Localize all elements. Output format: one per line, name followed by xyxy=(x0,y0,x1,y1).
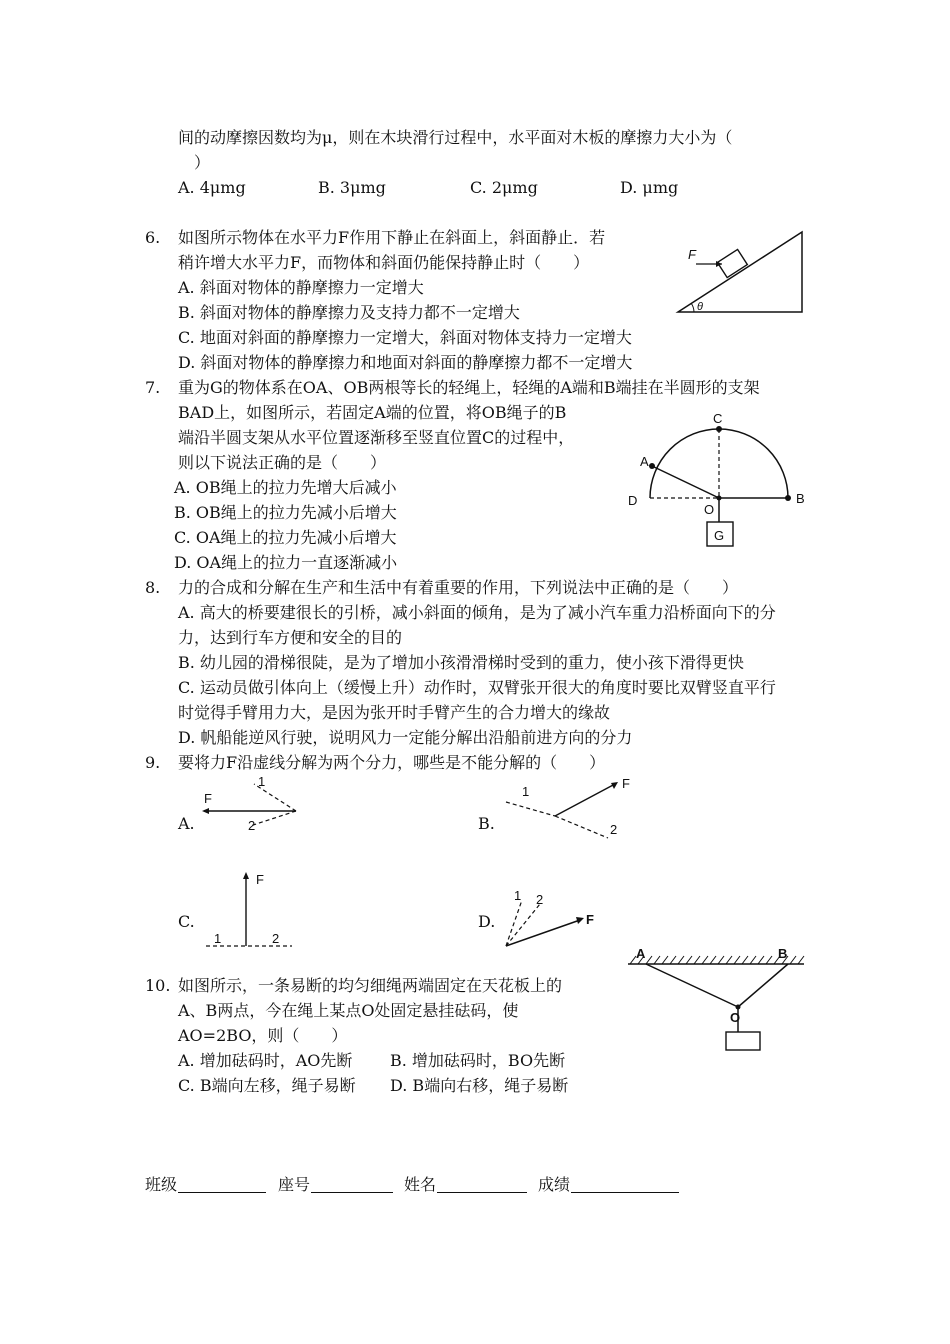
q9d-f-label: F xyxy=(586,912,594,927)
q9c-label-1: 1 xyxy=(214,931,222,946)
q9c-label-2: 2 xyxy=(272,931,280,946)
q10-option-d: D. B端向右移，绳子易断 xyxy=(390,1076,569,1095)
q10-label-b: B xyxy=(778,946,788,961)
q8-option-c-line1: C. 运动员做引体向上（缓慢上升）动作时，双臂张开很大的角度时要比双臂竖直平行 xyxy=(178,678,776,697)
q7-number: 7. xyxy=(145,378,161,397)
q6-incline-figure xyxy=(672,226,812,318)
q8-option-a-line1: A. 高大的桥要建很长的引桥，减小斜面的倾角，是为了减小汽车重力沿桥面向下的分 xyxy=(178,603,776,622)
q5-option-b: B. 3μmg xyxy=(318,178,386,197)
q7-option-c: C. OA绳上的拉力先减小后增大 xyxy=(174,528,397,547)
q5-option-a: A. 4μmg xyxy=(178,178,246,197)
q10-stem-line2: A、B两点，今在绳上某点O处固定悬挂砝码，使 xyxy=(178,1001,519,1020)
q10-stem-line3: AO=2BO，则（ ） xyxy=(178,1026,348,1045)
q7-option-a: A. OB绳上的拉力先增大后减小 xyxy=(174,478,397,497)
q6-angle-label: θ xyxy=(697,301,703,313)
q6-stem-line1: 如图所示物体在水平力F作用下静止在斜面上，斜面静止．若 xyxy=(178,228,606,247)
q8-stem-line1: 力的合成和分解在生产和生活中有着重要的作用，下列说法中正确的是（ ） xyxy=(178,578,739,597)
q7-stem-line3: 端沿半圆支架从水平位置逐渐移至竖直位置C的过程中， xyxy=(178,428,575,447)
q7-stem-line2: BAD上，如图所示，若固定A端的位置，将OB绳子的B xyxy=(178,403,567,422)
q9d-label-2: 2 xyxy=(536,892,544,907)
q6-option-c: C. 地面对斜面的静摩擦力一定增大，斜面对物体支持力一定增大 xyxy=(178,328,632,347)
q5-option-c: C. 2μmg xyxy=(470,178,538,197)
q7-label-o: O xyxy=(704,502,715,517)
q9-option-c-label: C. xyxy=(178,912,195,931)
footer-score-label: 成绩 xyxy=(538,1175,571,1194)
q8-option-d: D. 帆船能逆风行驶，说明风力一定能分解出沿船前进方向的分力 xyxy=(178,728,633,747)
q8-option-b: B. 幼儿园的滑梯很陡，是为了增加小孩滑滑梯时受到的重力，使小孩下滑得更快 xyxy=(178,653,744,672)
q7-stem-line1: 重为G的物体系在OA、OB两根等长的轻绳上，轻绳的A端和B端挂在半圆形的支架 xyxy=(178,378,760,397)
q5-option-d: D. μmg xyxy=(620,178,679,197)
q9b-label-1: 1 xyxy=(522,784,530,799)
q9-option-d-label: D. xyxy=(478,912,496,931)
q9-stem-line1: 要将力F沿虚线分解为两个分力，哪些是不能分解的（ ） xyxy=(178,753,606,772)
q6-option-a: A. 斜面对物体的静摩擦力一定增大 xyxy=(178,278,424,297)
q7-label-a: A xyxy=(640,454,649,469)
q9-option-b-label: B. xyxy=(478,814,495,833)
q10-option-c: C. B端向左移，绳子易断 xyxy=(178,1076,356,1095)
q8-number: 8. xyxy=(145,578,161,597)
q9-number: 9. xyxy=(145,753,161,772)
q9a-label-1: 1 xyxy=(258,774,266,789)
q10-number: 10. xyxy=(145,976,171,995)
q10-label-a: A xyxy=(636,946,646,961)
q6-option-b: B. 斜面对物体的静摩擦力及支持力都不一定增大 xyxy=(178,303,520,322)
footer-name-label: 姓名 xyxy=(404,1175,437,1194)
q7-label-d: D xyxy=(628,493,638,508)
q10-label-o: O xyxy=(730,1010,741,1025)
q8-option-a-line2: 力，达到行车方便和安全的目的 xyxy=(178,628,403,647)
q9-figure-a xyxy=(198,774,302,838)
q7-label-g: G xyxy=(714,528,725,543)
q6-stem-line2: 稍许增大水平力F，而物体和斜面仍能保持静止时（ ） xyxy=(178,253,590,272)
footer-name-blank[interactable] xyxy=(437,1192,527,1193)
q5-stem-line1: 间的动摩擦因数均为μ，则在木块滑行过程中，水平面对木板的摩擦力大小为（ xyxy=(178,128,733,147)
q9b-f-label: F xyxy=(622,776,630,791)
q5-stem-line2: ） xyxy=(194,153,211,172)
footer-score-blank[interactable] xyxy=(571,1192,679,1193)
q7-stem-line4: 则以下说法正确的是（ ） xyxy=(178,453,387,472)
q7-label-c: C xyxy=(713,411,723,426)
q9a-label-2: 2 xyxy=(248,818,256,833)
q9c-f-label: F xyxy=(256,872,264,887)
q7-option-b: B. OB绳上的拉力先减小后增大 xyxy=(174,503,397,522)
q9-figure-c xyxy=(200,866,300,950)
footer-seat-label: 座号 xyxy=(278,1175,311,1194)
q9a-f-label: F xyxy=(204,791,212,806)
q10-option-a: A. 增加砝码时，AO先断 xyxy=(178,1051,353,1070)
footer-class-label: 班级 xyxy=(145,1175,178,1194)
q9b-label-2: 2 xyxy=(610,822,618,837)
q9d-label-1: 1 xyxy=(514,888,522,903)
q7-label-b: B xyxy=(796,491,805,506)
q9-option-a-label: A. xyxy=(178,814,195,833)
q7-option-d: D. OA绳上的拉力一直逐渐减小 xyxy=(174,553,398,572)
q6-option-d: D. 斜面对物体的静摩擦力和地面对斜面的静摩擦力都不一定增大 xyxy=(178,353,633,372)
q10-ceiling-figure xyxy=(622,944,812,1056)
q10-option-b: B. 增加砝码时，BO先断 xyxy=(390,1051,566,1070)
footer-class-blank[interactable] xyxy=(178,1192,266,1193)
q9-figure-b xyxy=(500,774,630,844)
q6-number: 6. xyxy=(145,228,161,247)
q8-option-c-line2: 时觉得手臂用力大，是因为张开时手臂产生的合力增大的缘故 xyxy=(178,703,611,722)
q9-figure-d xyxy=(500,886,610,950)
q6-force-label: F xyxy=(688,247,696,262)
q7-semicircle-figure xyxy=(624,406,814,552)
q10-stem-line1: 如图所示，一条易断的均匀细绳两端固定在天花板上的 xyxy=(178,976,563,995)
footer-seat-blank[interactable] xyxy=(311,1192,393,1193)
